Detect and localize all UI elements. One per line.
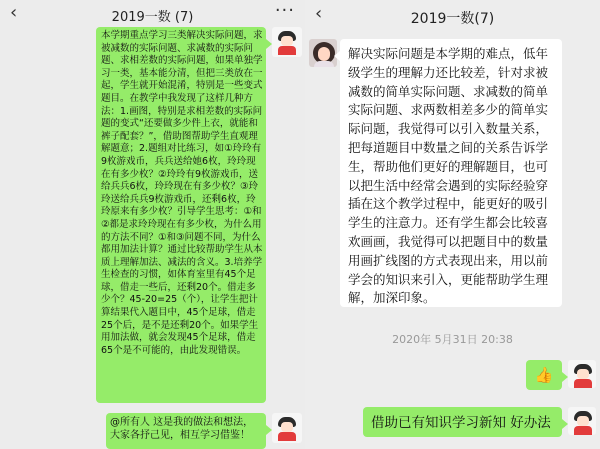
message-timestamp: 2020年 5月31日 20:38 xyxy=(392,333,513,346)
avatar[interactable] xyxy=(309,39,337,67)
message-text: 借助已有知识学习新知 好办法 xyxy=(371,415,551,431)
message-text: 本学期重点学习三类解决实际问题，求被减数的实际问题、求减数的实际问题、求相差数的实际问题，如果单独学习一类，基本能分清，但把三类放在一起，学生就开始混淆，特别是一些变式题目。在教学中我发现了这样几种方法：1.画图，特别是求相差数的实际问题的变式“还要做多少件上衣，就能和裤子配套？”，借助图帮助学生直观理解题意；2.题组对比练习，如①玲玲有9枚游戏币，兵兵送给她6枚，玲玲现在有多少枚？②玲玲有9枚游戏币，送给兵兵6枚，玲玲现在有多少枚？③玲玲送给兵兵9枚游戏币，还剩6枚，玲玲原来有多少枚？引导学生思考：①和②都是求玲玲现在有多少枚，为什么用的方法不同？①和③问题不同，为什么都用加法计算？通过比较帮助学生从本质上理解加法、减法的含义。3.培养学生检查的习惯，如体育室里有45个足球，借走一些后，还剩20个。借走多少个？45-20=25（个），让学生把计算结果代入题目中，45个足球，借走25个后，是不是还剩20个。如果学生用加法做，就会发现45个足球，借走65个是不可能的，由此发现错误。 xyxy=(101,30,263,356)
avatar[interactable] xyxy=(568,360,596,388)
message-text: @所有人 这是我的做法和想法，大家各抒己见，相互学习借鉴！ xyxy=(110,417,254,441)
avatar[interactable] xyxy=(568,407,596,435)
back-icon[interactable]: ‹ xyxy=(10,2,18,23)
reply-bubble[interactable] xyxy=(363,407,562,437)
message-bubble-short[interactable] xyxy=(106,413,266,449)
message-text: 解决实际问题是本学期的难点，低年级学生的理解力还比较差，针对求被减数的简单实际问题、求减数的简单实际问题、求两数相差多少的简单实际问题，我觉得可以引入数量关系，把每道题目中数量之间的关系告诉学生，帮助他们更好的理解题目，也可以把生活中经常会遇到的实际经验穿插在这个教学过程中，能更好的吸引学生的注意力。还有学生都会比较喜欢画画，我觉得可以把题目中的数量用画扩线图的方式表现出来，用以前学会的知识来引入，更能帮助学生理解，加深印象。 xyxy=(348,46,549,306)
left-chat-title: 2019一数 (7) xyxy=(111,10,194,25)
more-icon[interactable]: ··· xyxy=(274,0,295,21)
right-chat-title: 2019一数(7) xyxy=(410,11,495,27)
avatar[interactable] xyxy=(272,413,302,443)
message-bubble-long[interactable] xyxy=(340,39,562,307)
right-chat-pane xyxy=(305,0,600,449)
avatar[interactable] xyxy=(272,27,302,57)
left-chat-header xyxy=(0,0,305,28)
thumbs-up-bubble[interactable] xyxy=(526,360,562,390)
right-chat-header xyxy=(305,0,600,34)
message-bubble-long[interactable] xyxy=(96,27,266,403)
thumbs-up-emoji: 👍 xyxy=(534,366,554,384)
back-icon[interactable]: ‹ xyxy=(315,3,323,24)
